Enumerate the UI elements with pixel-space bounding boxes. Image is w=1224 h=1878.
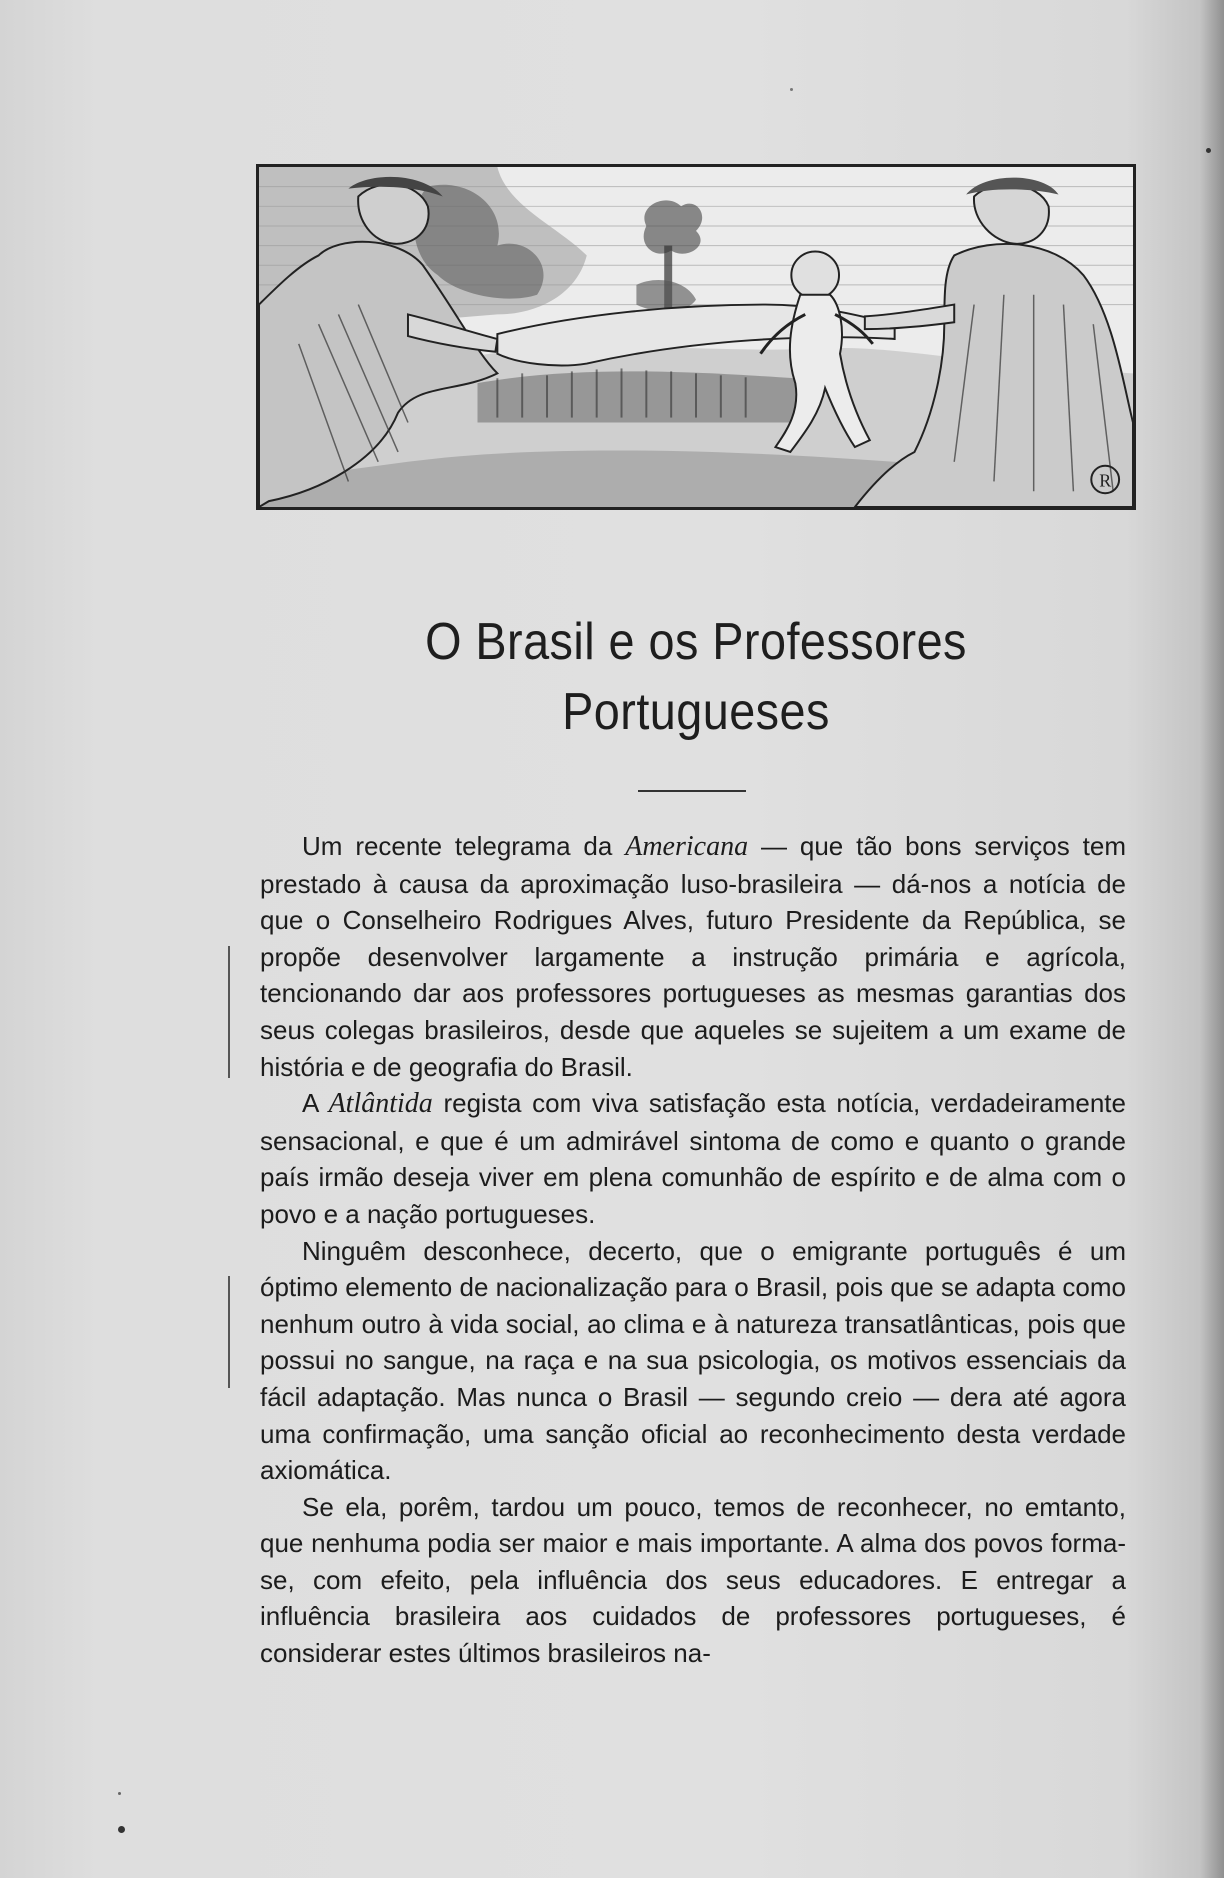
emphasis-text: Atlântida [328,1088,433,1120]
paragraph [260,1085,1126,1232]
page-title-line-2: Portugueses [562,683,830,741]
paragraph-text: — que tão bons serviços tem prestado à causa da aproximação luso-brasileira — dá-nos a notícia de que o Conselheiro Rodrigues Alves, futuro Presidente da República, se propõe desenvolver largamente a instrução primária e agrícola, tencionando dar aos professores portugueses as mesmas garantias dos seus colegas brasileiros, desde que aqueles se sujeitem a um exame de história e de geografia do Brasil. [260,831,1126,1082]
print-speck [790,88,793,91]
paragraph-text: Ninguêm desconhece, decerto, que o emigrante português é um óptimo elemento de nacionalização para o Brasil, pois que se adapta como nenhum outro à vida social, ao clima e à natureza transatlânticas, pois que possui no sangue, na raça e na sua psicologia, os motivos essenciais da fácil adaptação. Mas nunca o Brasil — segundo creio — dera até agora uma confirmação, uma sanção oficial ao reconhecimento desta verdade axiomática. [260,1235,1126,1486]
print-speck [118,1792,121,1795]
paragraph-text: Se ela, porêm, tardou um pouco, temos de reconhecer, no emtanto, que nenhuma podia ser maior e mais importante. A alma dos povos forma-se, com efeito, pela influência dos seus educadores. E entregar a influência brasileira aos cuidados de professores portugueses, é considerar estes últimos brasileiros na- [260,1491,1126,1669]
paragraph-text: regista com viva satisfação esta notícia, verdadeiramente sensacional, e que é um admirável sintoma de como e quanto o grande país irmão deseja viver em plena comunhão de espírito e de alma com o povo e a nação portugueses. [260,1088,1126,1229]
paragraph-text: Um recente telegrama da [302,831,626,861]
title-divider [638,790,746,792]
paragraph [260,828,1126,1085]
article-body [260,828,1126,1672]
paragraph-text: A [302,1088,329,1119]
margin-mark [228,946,230,1078]
print-speck [118,1826,125,1833]
woodcut-vignette [259,167,1133,507]
paragraph [260,1233,1126,1489]
print-speck [1206,148,1211,153]
margin-mark [228,1276,230,1388]
page-title-line-1: O Brasil e os Professores [425,613,967,671]
monogram-letter: R [1099,470,1112,491]
page-edge-shadow [1200,0,1224,1878]
header-illustration [256,164,1136,510]
paragraph [260,1489,1126,1672]
emphasis-text: Americana [625,831,749,862]
